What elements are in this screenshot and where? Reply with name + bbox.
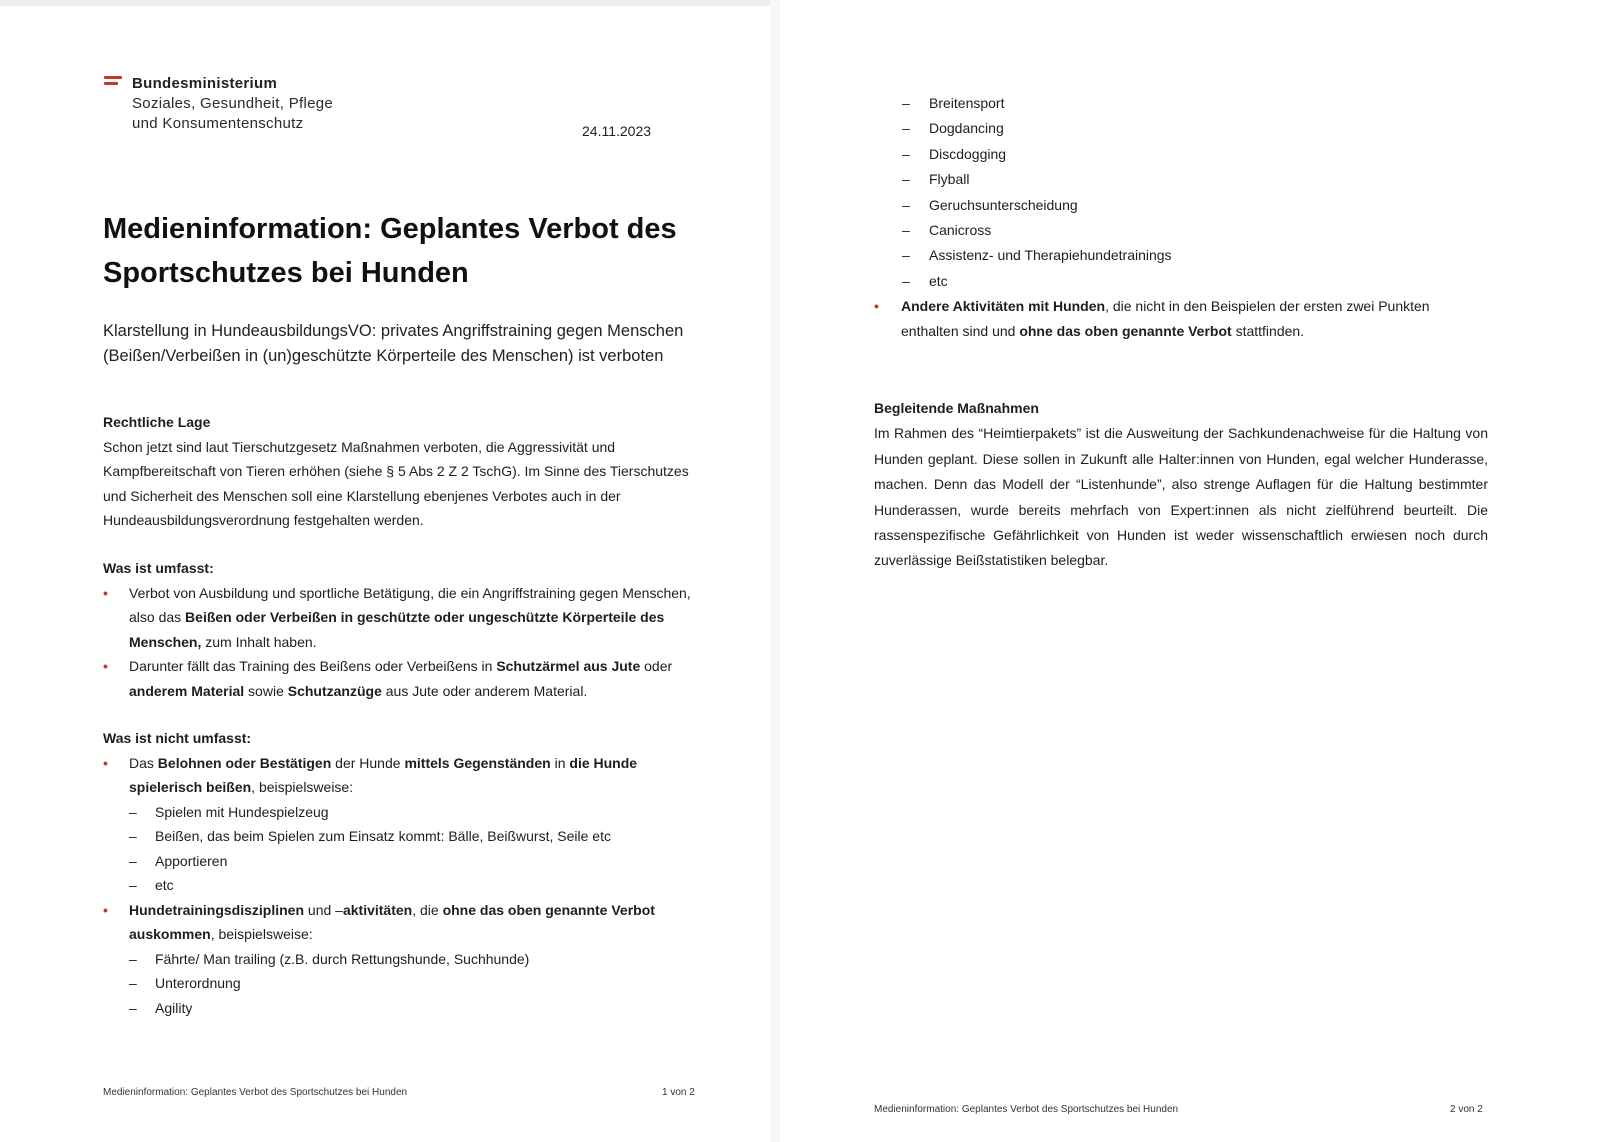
text-run: , beispielsweise: (210, 926, 313, 942)
text-bold: Belohnen oder Bestätigen (157, 754, 332, 771)
logo-line-1: Bundesministerium (132, 75, 278, 92)
text-bold: ohne das oben genannte Verbot (1019, 323, 1232, 340)
section-heading: Rechtliche Lage (103, 414, 211, 430)
sub-list-item (874, 91, 1474, 116)
sub-list-item (874, 116, 1474, 141)
sub-item-text: etc (929, 272, 948, 289)
text-run: stattfinden. (1231, 323, 1305, 340)
section-begleitende-massnahmen (874, 396, 1488, 574)
list-item (103, 751, 703, 800)
text-run: aus Jute oder anderem Material. (381, 682, 588, 699)
sub-item-text: Canicross (929, 222, 992, 239)
sub-list-item (103, 800, 703, 825)
text-run: und – (304, 901, 343, 918)
text-bold: ohne das oben genannte Verbot auskommen (129, 901, 655, 942)
text-bold: Schutzanzüge (287, 682, 382, 699)
text-bold: anderem Material (129, 682, 245, 699)
page-separator (770, 0, 780, 1142)
dash-icon: – (902, 171, 910, 188)
text-run: , beispielsweise: (251, 779, 354, 795)
bullet-icon: • (103, 658, 108, 674)
list-item (103, 581, 703, 655)
list-item (874, 294, 1484, 345)
dash-icon: – (902, 95, 910, 111)
text-run: Verbot von Ausbildung und sportliche Betätigung, die ein Angriffstraining gegen Menschen, also das (129, 584, 691, 625)
sub-item-text: Flyball (929, 171, 970, 188)
dash-icon: – (129, 828, 137, 844)
document-title (103, 207, 743, 295)
text-run: zum Inhalt haben. (201, 633, 317, 650)
document-date: 24.11.2023 (582, 123, 652, 139)
sub-item-text: etc (155, 877, 174, 893)
logo-line-3: und Konsumentenschutz (132, 115, 304, 132)
dash-icon: – (902, 247, 910, 264)
title-line-1: Medieninformation: Geplantes Verbot des (103, 213, 677, 245)
sub-list-item (103, 824, 703, 849)
text-bold: Andere Aktivitäten mit Hunden (901, 298, 1106, 314)
dash-icon: – (902, 196, 910, 213)
sub-list-item (103, 873, 703, 898)
sub-item-text: Dogdancing (929, 120, 1004, 137)
dash-icon: – (129, 975, 137, 991)
text-bold: aktivitäten (342, 901, 413, 918)
dash-icon: – (129, 803, 137, 820)
dash-icon: – (902, 120, 910, 137)
text-run: sowie (244, 682, 288, 699)
page2-bullet (874, 294, 1484, 345)
bullet-icon: • (103, 901, 108, 918)
sub-item-text: Agility (155, 999, 193, 1016)
section-heading: Was ist umfasst: (103, 560, 214, 576)
dash-icon: – (902, 145, 910, 162)
section-umfasst (103, 556, 703, 703)
sub-item-text: Fährte/ Man trailing (z.B. durch Rettungshunde, Suchhunde) (155, 950, 530, 967)
text-run: , die (412, 901, 443, 918)
dash-icon: – (129, 950, 137, 967)
text-run: , die nicht in den Beispielen der ersten zwei Punkten enthalten sind und (901, 298, 1430, 340)
document-page-1 (0, 0, 770, 1142)
sub-item-text: Discdogging (929, 145, 1007, 162)
sub-item-text: Assistenz- und Therapiehundetrainings (929, 247, 1172, 264)
text-run: Darunter fällt das Training des Beißens oder Verbeißens in (129, 658, 497, 674)
flag-icon (104, 76, 122, 90)
section-heading: Was ist nicht umfasst: (103, 730, 252, 746)
text-bold: Schutzärmel aus Jute (496, 658, 641, 674)
sub-list-item (874, 167, 1474, 192)
sub-list-item (874, 218, 1474, 243)
text-run: in (550, 754, 570, 771)
sub-item-text: Apportieren (155, 852, 228, 869)
sub-list-item (103, 947, 703, 972)
sub-list-item (874, 269, 1474, 294)
sub-list-item (874, 243, 1474, 268)
logo-line-2: Soziales, Gesundheit, Pflege (132, 95, 334, 112)
dash-icon: – (129, 877, 137, 893)
dash-icon: – (902, 272, 910, 289)
list-item (103, 898, 703, 947)
text-bold: mittels Gegenständen (404, 754, 551, 771)
sub-list-item (874, 193, 1474, 218)
page-footer: Medieninformation: Geplantes Verbot des Sportschutzes bei Hunden (874, 1104, 1179, 1115)
page-number: 1 von 2 (662, 1087, 695, 1098)
text-bold: die Hunde spielerisch beißen (129, 754, 638, 795)
section-heading: Begleitende Maßnahmen (874, 400, 1039, 416)
page-footer: Medieninformation: Geplantes Verbot des Sportschutzes bei Hunden (103, 1087, 408, 1098)
text-run: oder (640, 658, 673, 674)
sub-item-text: Unterordnung (155, 975, 241, 991)
sub-item-text: Geruchsunterscheidung (929, 196, 1078, 213)
sub-list-item (103, 996, 703, 1021)
bullet-icon: • (103, 584, 108, 601)
page-top-strip (0, 0, 770, 6)
section-text: Schon jetzt sind laut Tierschutzgesetz Maßnahmen verboten, die Aggressivität und Kampfbereitschaft von Tieren erhöhen (siehe § 5 Abs 2 Z 2 TschG). Im Sinne des Tierschutzes und Sicherheit des Menschen soll eine Klarstellung ebenjenes Verbotes auch in der Hundeausbildungsverordnung festgehalten werden. (103, 438, 689, 528)
title-line-2: Sportschutzes bei Hunden (103, 257, 469, 289)
section-text: Im Rahmen des “Heimtierpakets” ist die Ausweitung der Sachkundenachweise für die Haltung von Hunden geplant. Diese sollen in Zukunft alle Halter:innen von Hunden, egal welcher Hunderasse, machen. Denn das Modell der “Listenhunde”, also strenge Auflagen für die Haltung bestimmter Hunderassen, wurde bereits mehrfach von Expert:innen als nicht zielführend beurteilt. Die rassenspezifische Gefährlichkeit von Hunden ist weder wissenschaftlich erwiesen noch durch zuverlässige Beißstatistiken belegbar. (874, 425, 1488, 569)
sub-list-item (103, 971, 703, 996)
sub-list-item (103, 849, 703, 874)
section-nicht-umfasst (103, 726, 703, 1020)
bullet-icon: • (103, 754, 108, 771)
document-subtitle: Klarstellung in HundeausbildungsVO: privates Angriffstraining gegen Menschen (Beißen/Verbeißen in (un)geschützte Körperteile des Menschen) ist verboten (103, 322, 684, 365)
page-number: 2 von 2 (1450, 1104, 1483, 1115)
text-run: Das (129, 754, 158, 771)
page2-list (874, 91, 1474, 294)
dash-icon: – (902, 222, 910, 239)
text-bold: Hundetrainingsdisziplinen (129, 901, 305, 918)
text-run: der Hunde (331, 754, 405, 771)
section-rechtliche-lage (103, 410, 703, 533)
sub-list-item (874, 142, 1474, 167)
text-bold: Beißen oder Verbeißen in geschützte oder ungeschützte Körperteile des Menschen, (129, 609, 665, 650)
list-item (103, 654, 703, 703)
sub-item-text: Spielen mit Hundespielzeug (155, 803, 329, 820)
dash-icon: – (129, 999, 137, 1016)
bullet-icon: • (874, 298, 879, 314)
dash-icon: – (129, 852, 137, 869)
sub-item-text: Breitensport (929, 95, 1005, 111)
sub-item-text: Beißen, das beim Spielen zum Einsatz kommt: Bälle, Beißwurst, Seile etc (155, 828, 611, 844)
